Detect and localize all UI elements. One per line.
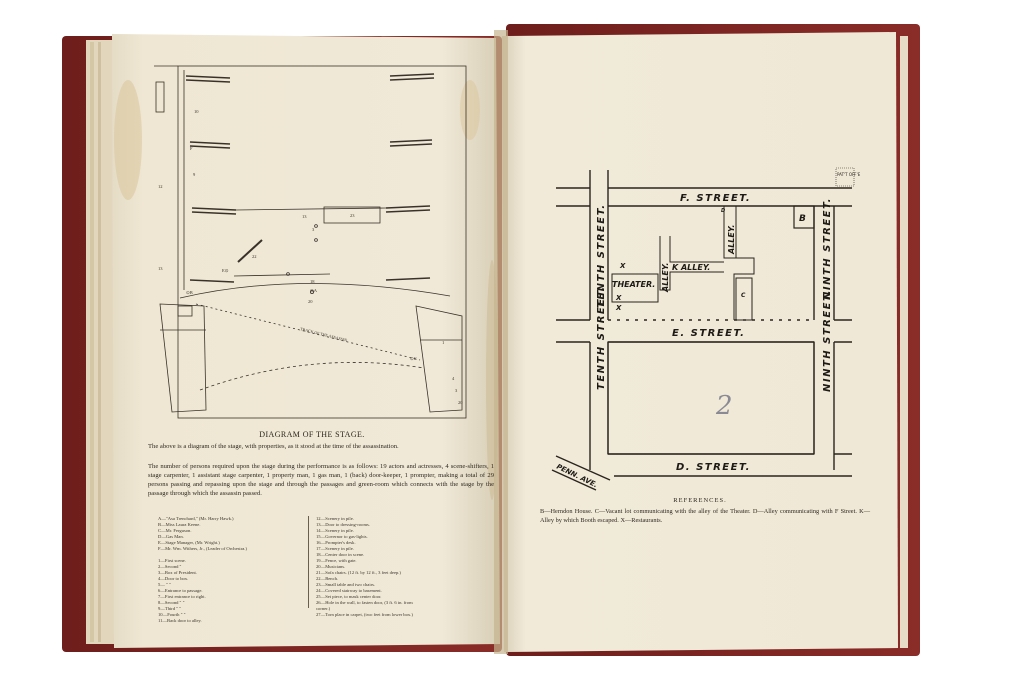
patent-office-label: PAT'T OFF'E: [837, 172, 861, 177]
legend-item: 27—Torn place in carpet, (two feet from lower box.): [316, 612, 413, 617]
diagram-caption: DIAGRAM OF THE STAGE.: [259, 430, 365, 439]
theater-label: THEATER.: [612, 280, 656, 289]
legend-item: D—Gas Man.: [158, 534, 184, 539]
legend-item: C—Mr. Ferguson.: [158, 528, 192, 533]
legend-item: 5— " ": [158, 582, 171, 587]
legend-item: 1—First scene.: [158, 558, 186, 563]
diagram-description: The above is a diagram of the stage, with properties, as it stood at the time of the assassination.: [148, 443, 399, 450]
svg-text:3: 3: [312, 227, 315, 232]
legend-item: 18—Center door in scene.: [316, 552, 365, 557]
svg-text:23: 23: [350, 213, 355, 218]
alley-label-left: ALLEY.: [661, 262, 670, 292]
gutter: [494, 30, 508, 654]
handwritten-note: 2: [716, 391, 733, 421]
ninth-street-lower-label: NINTH STREET.: [822, 289, 833, 392]
legend-left-column: [158, 516, 247, 624]
legend-item: 2—Second ": [158, 564, 182, 569]
legend-item: 20—Musicians.: [316, 564, 346, 569]
svg-text:13: 13: [302, 214, 307, 219]
d-street-label: D. STREET.: [676, 462, 751, 473]
legend-item: corner.): [316, 606, 331, 611]
svg-text:⊙B: ⊙B: [186, 290, 193, 295]
svg-text:13: 13: [158, 266, 163, 271]
tenth-street-upper-label: TENTH STREET.: [596, 203, 607, 308]
legend-divider: [308, 516, 309, 608]
svg-text:9: 9: [193, 172, 196, 177]
legend-item: 3—Box of President.: [158, 570, 197, 575]
legend-item: 26—Hole in the wall, to fasten door, (3 ft. 6 in. from: [316, 600, 413, 605]
references-text: B—Herndon House. C—Vacant lot communicating with the alley of the Theater. D—Alley communicating with F Street. K—Alley by which Booth escaped. X—Restaurants.: [540, 508, 870, 524]
svg-text:10: 10: [194, 109, 199, 114]
svg-text:⊙C: ⊙C: [410, 356, 417, 361]
penn-ave-label: PENN. AVE.: [555, 462, 599, 490]
vacant-lot-c: C: [741, 292, 746, 299]
legend-item: 16—Prompter's desk.: [316, 540, 356, 545]
legend-item: 12—Scenery in pile.: [316, 516, 354, 521]
alley-label-right: ALLEY.: [727, 224, 736, 254]
legend-item: 24—Covered stairway to basement.: [316, 588, 382, 593]
f-street-label: F. STREET.: [680, 193, 752, 204]
legend-item: 8—Second " ": [158, 600, 185, 605]
legend-right-column: [316, 516, 413, 618]
track-of-assassin-label: TRACK OF THE ASSASSIN: [299, 326, 348, 343]
legend-item: A—"Asa Trenchard," (Mr. Harry Hawk.): [158, 516, 234, 521]
legend-item: 14—Scenery in pile.: [316, 528, 354, 533]
legend-item: 11—Back door to alley.: [158, 618, 202, 623]
svg-text:20: 20: [458, 400, 463, 405]
svg-text:⊙A: ⊙A: [310, 288, 318, 293]
svg-text:F: F: [190, 146, 193, 151]
references-title: REFERENCES.: [673, 497, 727, 504]
legend-item: 15—Governor to gas-lights.: [316, 534, 368, 539]
legend-item: 19—Fence, with gate.: [316, 558, 357, 563]
legend-item: 25—Set piece, to mask center door.: [316, 594, 382, 599]
svg-text:18: 18: [310, 279, 315, 284]
legend-item: 17—Scenery in pile.: [316, 546, 354, 551]
alley-d: D: [721, 208, 726, 214]
svg-text:4: 4: [452, 376, 455, 381]
legend-item: 21—Sofa chairs. (12 ft. by 12 ft., 3 feet deep.): [316, 570, 401, 575]
k-alley-label: K ALLEY.: [672, 263, 711, 272]
e-street-label: E. STREET.: [672, 328, 746, 339]
restaurant-x2: X: [616, 294, 622, 302]
tenth-street-label: TENTH STREET.: [596, 285, 607, 390]
svg-text:1: 1: [442, 340, 445, 345]
svg-text:3: 3: [455, 388, 458, 393]
restaurant-x3: X: [616, 304, 622, 312]
svg-text:E⊙: E⊙: [222, 268, 229, 273]
legend-item: 13—Door to dressing-rooms.: [316, 522, 370, 527]
svg-text:22: 22: [252, 254, 257, 259]
svg-text:12: 12: [158, 184, 163, 189]
legend-item: 7—First entrance to right.: [158, 594, 206, 599]
legend-item: F—Mr. Wm. Withers, Jr., (Leader of Orchestra.): [158, 546, 247, 551]
legend-item: 4—Door to box.: [158, 576, 189, 581]
legend-item: 23—Small table and two chairs.: [316, 582, 376, 587]
legend-item: 10—Fourth " ": [158, 612, 186, 617]
legend-item: 9—Third " ": [158, 606, 182, 611]
restaurant-x1: X: [620, 262, 626, 270]
legend-item: E—Stage Manager, (Mr. Wright.): [158, 540, 220, 545]
svg-text:20: 20: [308, 299, 313, 304]
legend-item: 22—Bench.: [316, 576, 339, 581]
herndon-house-b: B: [799, 214, 806, 224]
persons-required-paragraph: The number of persons required upon the stage during the performance is as follows: 19 actors and actresses, 4 scene-shifters, 1 stage carpenter, 1 assistant stage carpenter, 1 property man, 1 gas man, 1 (back) door-keeper, 1 prompter, making a total of 29 persons passing and repassing upon the stage and through the passages and green-room which connects with the stage by the passage through which the assassin passed.: [148, 463, 494, 497]
ninth-street-label: NINTH STREET.: [822, 197, 833, 300]
legend-item: B—Miss Laura Keene.: [158, 522, 201, 527]
legend-item: 6—Entrance to passage.: [158, 588, 203, 593]
